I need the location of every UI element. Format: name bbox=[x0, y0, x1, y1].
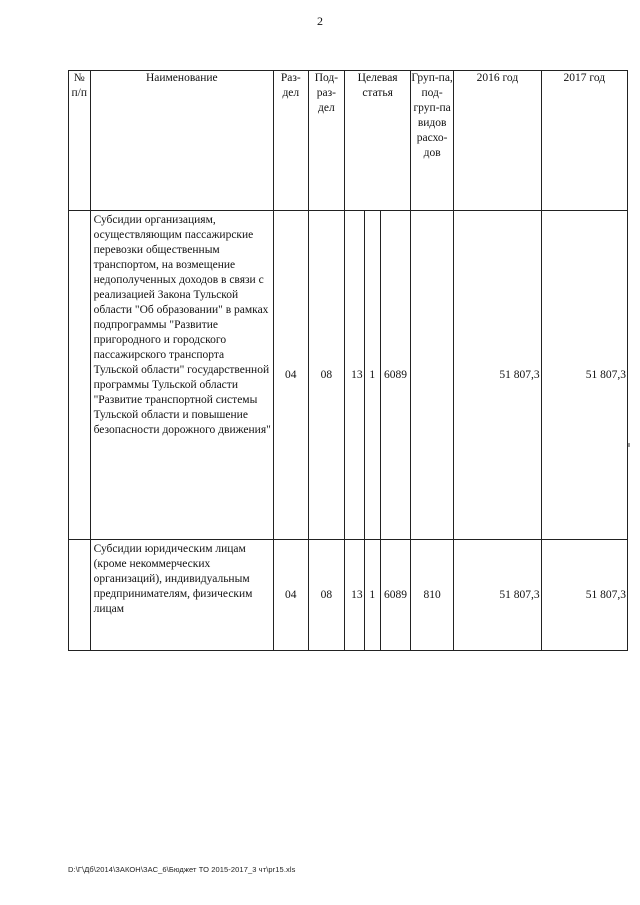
row-target-subprogram: 1 bbox=[364, 211, 380, 540]
header-name: Наименование bbox=[90, 71, 273, 211]
row-name: Субсидии юридическим лицам (кроме некоммерческих организаций), индивидуальным предпринимателям, физическим лицам bbox=[90, 540, 273, 651]
header-section: Раз-дел bbox=[274, 71, 309, 211]
row-num bbox=[69, 211, 91, 540]
header-2017: 2017 год bbox=[541, 71, 627, 211]
header-num: № п/п bbox=[69, 71, 91, 211]
row-section: 04 bbox=[274, 211, 309, 540]
row-section: 04 bbox=[274, 540, 309, 651]
row-group bbox=[411, 211, 454, 540]
header-group: Груп-па, под-груп-па видов расхо-дов bbox=[411, 71, 454, 211]
row-target-program: 13 bbox=[345, 540, 364, 651]
table-header-row bbox=[69, 71, 628, 211]
row-name: Субсидии организациям, осуществляющим пассажирские перевозки общественным транспортом, на возмещение недополученных доходов в связи с реализацией Закона Тульской области "Об образовании" в рамках подпрограммы "Развитие пригородного и городского пассажирского транспорта Тульской области" государственной программы Тульской области "Развитие транспортной системы Тульской области и повышение безопасности дорожного движения" bbox=[90, 211, 273, 540]
row-subsection: 08 bbox=[308, 211, 345, 540]
header-subsection: Под-раз-дел bbox=[308, 71, 345, 211]
row-2017: 51 807,3 bbox=[541, 211, 627, 540]
file-path-footer: D:\Г\Дб\2014\ЗАКОН\ЗАС_6\Бюджет ТО 2015-2017_3 чт\pr15.xls bbox=[68, 865, 296, 874]
table-row bbox=[69, 211, 628, 540]
table-row bbox=[69, 540, 628, 651]
row-target-code: 6089 bbox=[380, 211, 410, 540]
scan-artifact bbox=[628, 443, 630, 447]
row-2016: 51 807,3 bbox=[454, 540, 541, 651]
header-target: Целевая статья bbox=[345, 71, 411, 211]
row-target-program: 13 bbox=[345, 211, 364, 540]
row-target-subprogram: 1 bbox=[364, 540, 380, 651]
row-target-code: 6089 bbox=[380, 540, 410, 651]
row-2017: 51 807,3 bbox=[541, 540, 627, 651]
page-number: 2 bbox=[317, 14, 323, 28]
budget-table bbox=[68, 70, 628, 651]
row-group: 810 bbox=[411, 540, 454, 651]
row-subsection: 08 bbox=[308, 540, 345, 651]
row-2016: 51 807,3 bbox=[454, 211, 541, 540]
row-num bbox=[69, 540, 91, 651]
header-2016: 2016 год bbox=[454, 71, 541, 211]
